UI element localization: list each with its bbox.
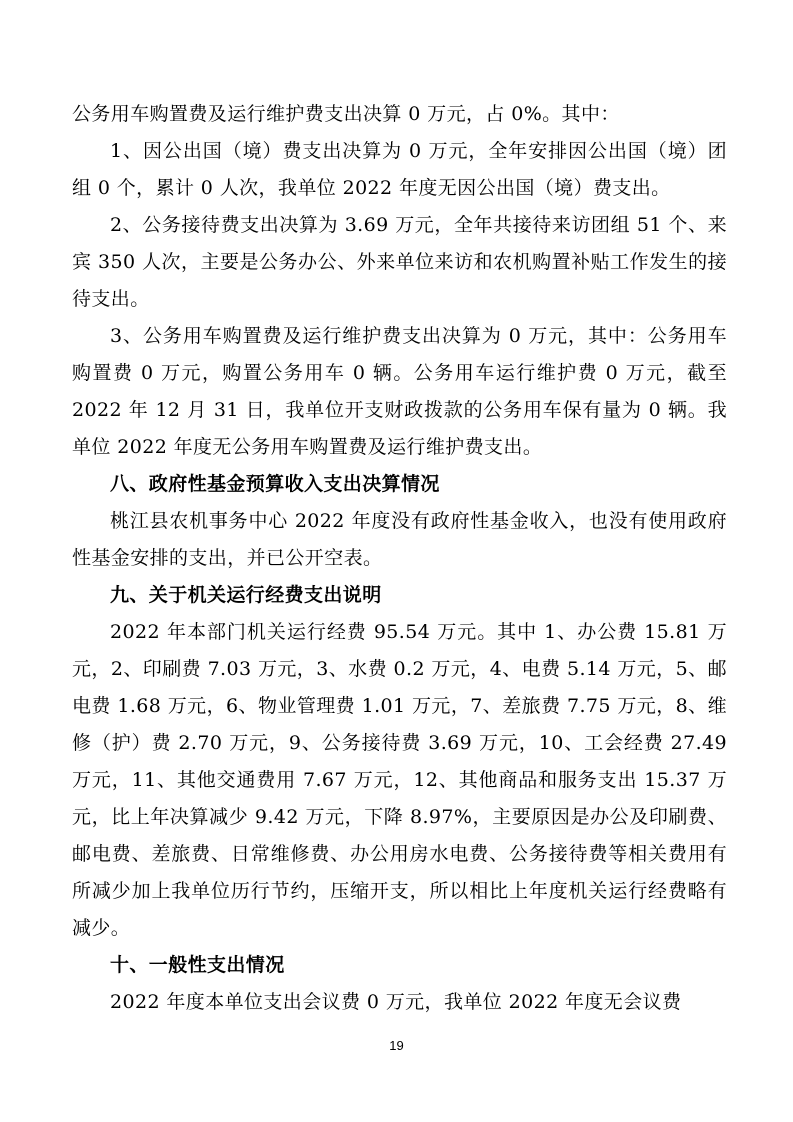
section-heading-8: 八、政府性基金预算收入支出决算情况: [110, 473, 440, 495]
paragraph-intro: 公务用车购置费及运行维护费支出决算 0 万元，占 0%。其中：: [72, 103, 620, 125]
paragraph-overseas-travel: 1、因公出国（境）费支出决算为 0 万元，全年安排因公出国（境）团组 0 个，累计 0 人次，我单位 2022 年度无因公出国（境）费支出。: [72, 140, 727, 199]
paragraph-official-vehicles: 3、公务用车购置费及运行维护费支出决算为 0 万元，其中：公务用车购置费 0 万元，购置公务用车 0 辆。公务用车运行维护费 0 万元，截至 2022 年 12 月 31 日，我单位开支财政拨款的公务用车保有量为 0 辆。我单位 2022 年度无公务用车购置费及运行维护费支出。: [72, 325, 727, 458]
page-number: 19: [389, 1038, 404, 1053]
document-body: [72, 96, 727, 1021]
paragraph-government-fund: 桃江县农机事务中心 2022 年度没有政府性基金收入，也没有使用政府性基金安排的支出，并已公开空表。: [72, 510, 727, 569]
paragraph-operating-expenses: 2022 年本部门机关运行经费 95.54 万元。其中 1、办公费 15.81 万元，2、印刷费 7.03 万元，3、水费 0.2 万元，4、电费 5.14 万元，5、邮电费 1.68 万元，6、物业管理费 1.01 万元，7、差旅费 7.75 万元，8、维修（护）费 2.70 万元，9、公务接待费 3.69 万元，10、工会经费 27.49 万元，11、其他交通费用 7.67 万元，12、其他商品和服务支出 15.37 万元，比上年决算减少 9.42 万元，下降 8.97%，主要原因是办公及印刷费、邮电费、差旅费、日常维修费、办公用房水电费、公务接待费等相关费用有所减少加上我单位历行节约，压缩开支，所以相比上年度机关运行经费略有减少。: [72, 621, 727, 939]
section-heading-9: 九、关于机关运行经费支出说明: [110, 584, 382, 606]
section-heading-10: 十、一般性支出情况: [110, 954, 285, 976]
paragraph-reception: 2、公务接待费支出决算为 3.69 万元，全年共接待来访团组 51 个、来宾 350 人次，主要是公务办公、外来单位来访和农机购置补贴工作发生的接待支出。: [72, 214, 727, 310]
paragraph-general-expenses: 2022 年度本单位支出会议费 0 万元，我单位 2022 年度无会议费: [110, 991, 682, 1013]
